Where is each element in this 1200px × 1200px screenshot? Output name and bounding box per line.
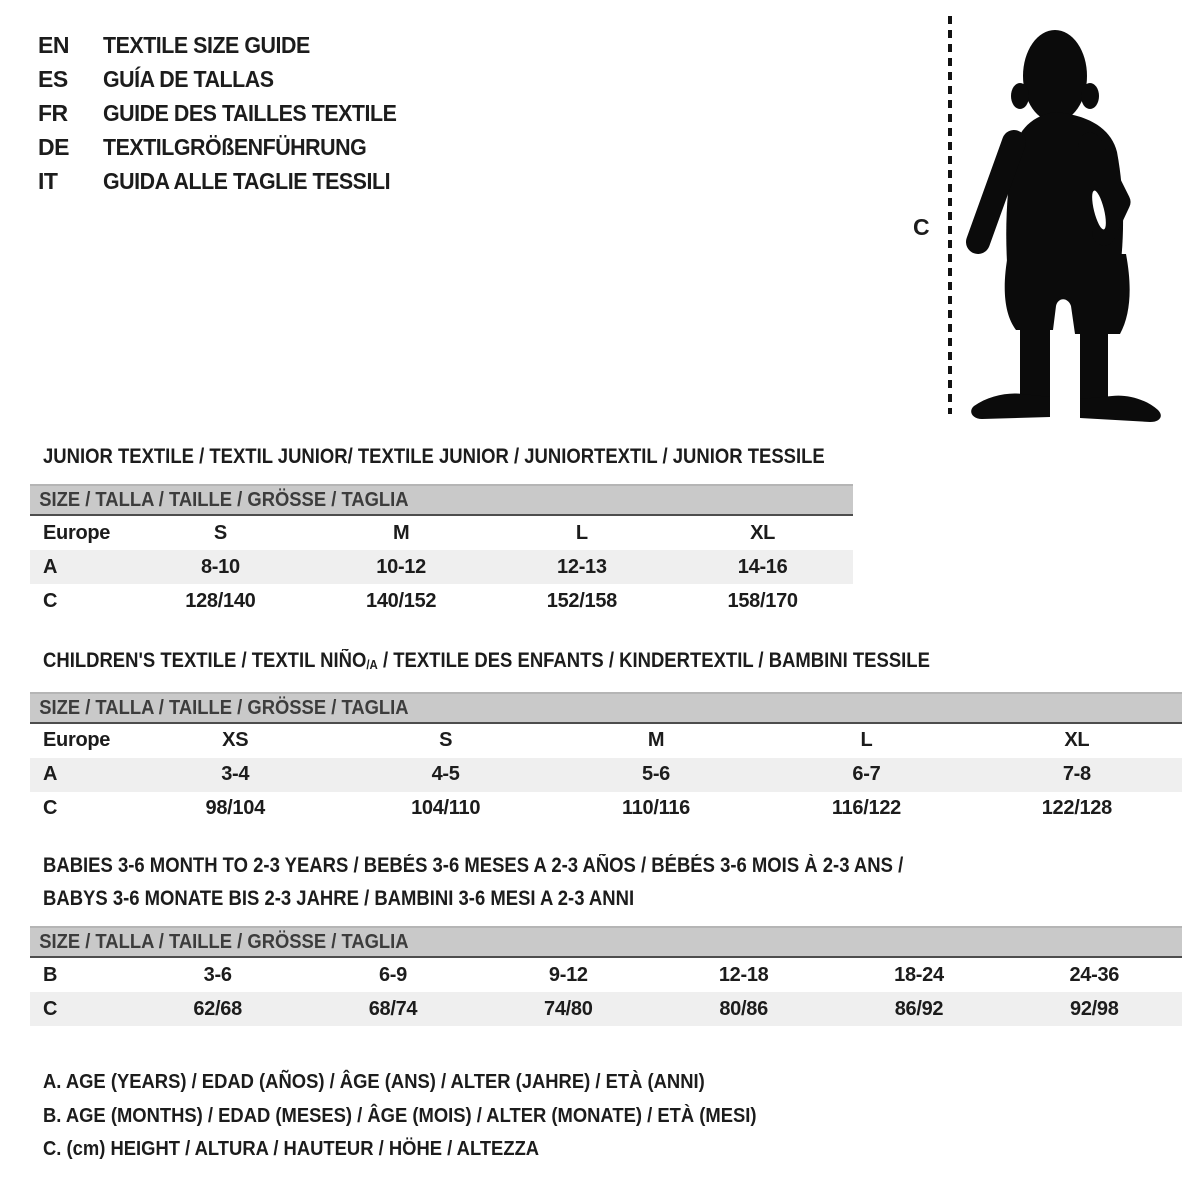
row-cell: M xyxy=(647,729,665,752)
row-cell: 6-9 xyxy=(378,963,407,986)
row-cell: 6-7 xyxy=(852,763,881,786)
row-cell: 104/110 xyxy=(411,797,481,820)
table-rows xyxy=(30,516,853,618)
guide-title: GUIDA ALLE TAGLIE TESSILI xyxy=(103,167,391,194)
size-band xyxy=(30,692,1182,724)
language-code: ES xyxy=(38,65,68,92)
guide-title: GUIDE DES TAILLES TEXTILE xyxy=(103,99,397,126)
row-cell: 158/170 xyxy=(727,589,798,612)
row-cell: 86/92 xyxy=(894,997,944,1020)
row-cell: 3-4 xyxy=(221,763,250,786)
guide-title: GUÍA DE TALLAS xyxy=(103,65,274,92)
language-row xyxy=(38,62,419,96)
row-cell: 80/86 xyxy=(719,997,768,1020)
language-code: IT xyxy=(38,167,58,194)
row-cell: 68/74 xyxy=(368,997,418,1020)
row-cell: 74/80 xyxy=(544,997,593,1020)
row-cell: XL xyxy=(1064,729,1090,752)
row-cell: 140/152 xyxy=(366,589,437,612)
row-cell: S xyxy=(439,729,453,752)
row-label: C xyxy=(43,589,58,612)
row-cell: 62/68 xyxy=(193,997,242,1020)
row-cell: 116/122 xyxy=(831,797,901,820)
row-cell: 152/158 xyxy=(546,589,617,612)
section-title-line xyxy=(43,882,1045,915)
row-cell: 128/140 xyxy=(185,589,256,612)
table-row xyxy=(30,758,1182,792)
table-row xyxy=(30,724,1182,758)
language-code: EN xyxy=(38,31,69,58)
size-band xyxy=(30,926,1182,958)
table-row xyxy=(30,550,853,584)
language-row xyxy=(38,130,419,164)
row-cell: S xyxy=(213,521,227,544)
row-cell: 9-12 xyxy=(548,963,588,986)
row-cell: XL xyxy=(750,521,776,544)
section-title xyxy=(43,849,1182,915)
guide-title: TEXTILE SIZE GUIDE xyxy=(103,31,310,58)
section-babies-textile xyxy=(30,849,1182,1026)
row-cell: L xyxy=(575,521,588,544)
row-cell: 122/128 xyxy=(1041,797,1112,820)
row-cell: 3-6 xyxy=(203,963,232,986)
section-title-line xyxy=(43,849,1045,882)
toddler-silhouette-icon xyxy=(960,14,1175,424)
table-rows xyxy=(30,958,1182,1026)
section-title-line xyxy=(43,644,1045,681)
row-cell: 110/116 xyxy=(622,797,691,820)
guide-title: TEXTILGRÖßENFÜHRUNG xyxy=(103,133,367,160)
language-code: DE xyxy=(38,133,69,160)
row-cell: 5-6 xyxy=(642,763,671,786)
row-label: B xyxy=(43,963,58,986)
dashed-height-line xyxy=(948,16,952,414)
table-rows xyxy=(30,724,1182,826)
section-childrens-textile xyxy=(30,644,1182,826)
title-text: BABIES 3-6 MONTH TO 2-3 YEARS / BEBÉS 3-6 MESES A 2-3 AÑOS / BÉBÉS 3-6 MOIS À 2-3 ANS / xyxy=(43,854,904,877)
row-cell: 98/104 xyxy=(205,797,265,820)
table-row xyxy=(30,992,1182,1026)
row-cell: M xyxy=(392,521,410,544)
language-code: FR xyxy=(38,99,68,126)
size-band-label: SIZE / TALLA / TAILLE / GRÖSSE / TAGLIA xyxy=(39,931,409,953)
row-cell: XS xyxy=(222,729,249,752)
row-cell: 4-5 xyxy=(431,763,460,786)
row-cell: 7-8 xyxy=(1062,763,1091,786)
size-band-label: SIZE / TALLA / TAILLE / GRÖSSE / TAGLIA xyxy=(39,696,409,719)
table-row xyxy=(30,792,1182,826)
row-cell: 18-24 xyxy=(894,963,944,986)
row-cell: L xyxy=(860,729,873,752)
row-label: C xyxy=(43,997,58,1020)
height-measure-label: C xyxy=(913,214,930,240)
table-row xyxy=(30,584,853,618)
legend-line: A. AGE (YEARS) / EDAD (AÑOS) / ÂGE (ANS) / ALTER (JAHRE) / ETÀ (ANNI) xyxy=(43,1071,705,1093)
section-title xyxy=(43,644,1182,681)
language-row xyxy=(38,96,419,130)
language-row xyxy=(38,28,419,62)
row-label: C xyxy=(43,797,58,820)
section-title-line xyxy=(43,440,825,473)
row-label: A xyxy=(43,555,58,578)
row-cell: 24-36 xyxy=(1069,963,1120,986)
row-label: Europe xyxy=(43,729,111,752)
section-junior-textile xyxy=(30,440,853,618)
row-cell: 14-16 xyxy=(737,555,788,578)
table-row xyxy=(30,516,853,550)
row-label: Europe xyxy=(43,521,111,544)
row-cell: 12-18 xyxy=(718,963,769,986)
measurement-figure xyxy=(905,8,1195,423)
table-row xyxy=(30,958,1182,992)
title-text: CHILDREN'S TEXTILE / TEXTIL NIÑO xyxy=(43,649,367,672)
title-text: / TEXTILE DES ENFANTS / KINDERTEXTIL / BAMBINI TESSILE xyxy=(377,649,930,672)
language-title-block xyxy=(38,28,419,198)
legend-line: C. (cm) HEIGHT / ALTURA / HAUTEUR / HÖHE / ALTEZZA xyxy=(43,1138,540,1160)
title-text: JUNIOR TEXTILE / TEXTIL JUNIOR/ TEXTILE JUNIOR / JUNIORTEXTIL / JUNIOR TESSILE xyxy=(43,445,825,468)
row-cell: 8-10 xyxy=(200,555,240,578)
legend xyxy=(43,1066,819,1167)
legend-line: B. AGE (MONTHS) / EDAD (MESES) / ÂGE (MOIS) / ALTER (MONATE) / ETÀ (MESI) xyxy=(43,1104,757,1127)
row-label: A xyxy=(43,763,58,786)
size-band xyxy=(30,484,853,516)
language-row xyxy=(38,164,419,198)
row-cell: 10-12 xyxy=(376,555,426,578)
row-cell: 12-13 xyxy=(557,555,607,578)
size-band-label: SIZE / TALLA / TAILLE / GRÖSSE / TAGLIA xyxy=(39,489,409,511)
row-cell: 92/98 xyxy=(1070,997,1119,1020)
section-title xyxy=(43,440,853,473)
title-subscript: /A xyxy=(366,656,378,672)
title-text: BABYS 3-6 MONATE BIS 2-3 JAHRE / BAMBINI 3-6 MESI A 2-3 ANNI xyxy=(43,887,635,910)
